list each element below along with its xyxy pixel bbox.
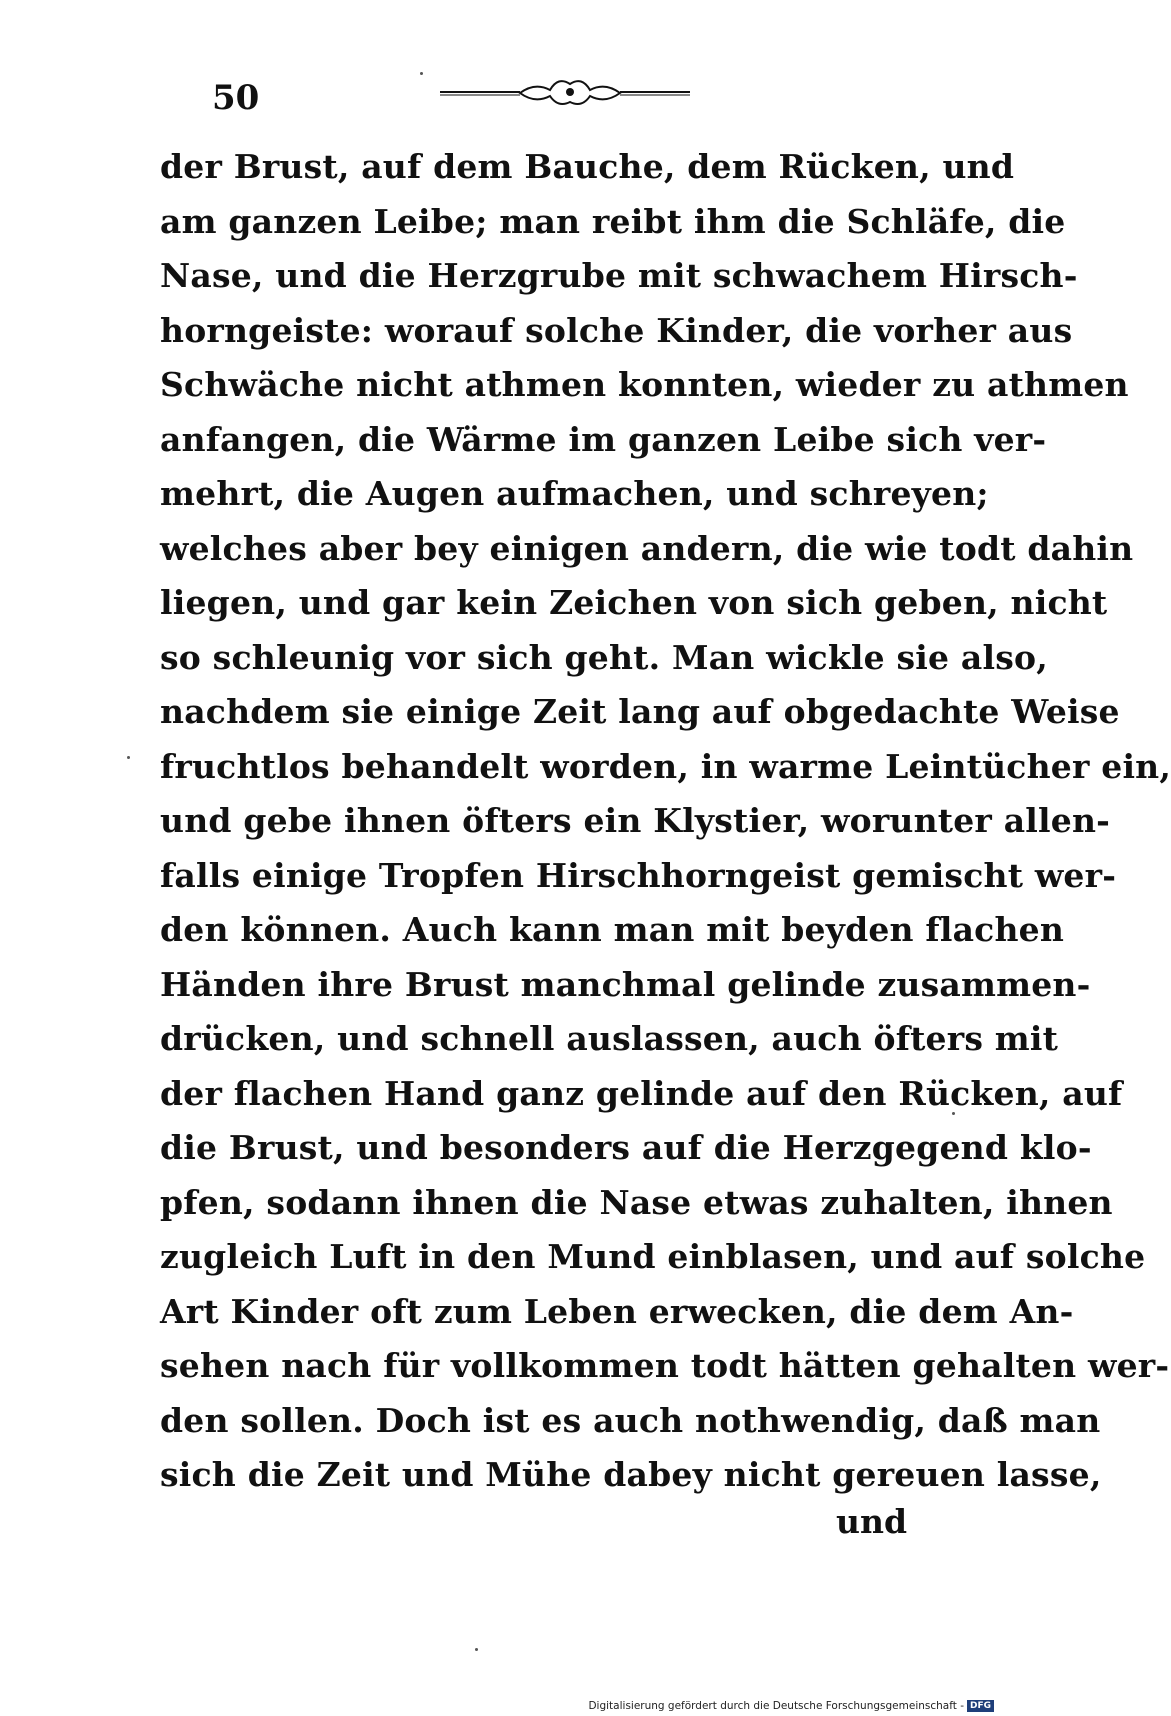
text-line: Schwäche nicht athmen konnten, wieder zu athmen — [160, 365, 1129, 404]
text-line: Händen ihre Brust manchmal gelinde zusammen- — [160, 964, 1091, 1004]
paper-speck — [952, 1112, 955, 1115]
paper-speck — [475, 1648, 478, 1651]
text-line: falls einige Tropfen Hirschhorngeist gemischt wer- — [160, 855, 1117, 895]
text-line: den sollen. Doch ist es auch nothwendig, daß man — [160, 1400, 1101, 1440]
text-line: welches aber bey einigen andern, die wie todt dahin — [160, 528, 1134, 568]
paper-speck — [420, 72, 423, 75]
text-line: und gebe ihnen öfters ein Klystier, worunter allen- — [160, 801, 1111, 840]
text-line: liegen, und gar kein Zeichen von sich geben, nicht — [160, 583, 1108, 622]
text-line: horngeiste: worauf solche Kinder, die vorher aus — [160, 310, 1073, 350]
header-ornament — [440, 72, 690, 112]
text-line: nachdem sie einige Zeit lang auf obgedachte Weise — [160, 692, 1120, 731]
text-line: mehrt, die Augen aufmachen, und schreyen; — [160, 474, 989, 513]
text-line: sehen nach für vollkommen todt hätten gehalten wer- — [160, 1346, 1170, 1385]
digitization-footer — [588, 1700, 994, 1712]
text-line: die Brust, und besonders auf die Herzgegend klo- — [160, 1128, 1092, 1167]
text-line: drücken, und schnell auslassen, auch öfters mit — [160, 1019, 1059, 1058]
text-line: anfangen, die Wärme im ganzen Leibe sich ver- — [160, 419, 1047, 459]
text-line: am ganzen Leibe; man reibt ihm die Schläfe, die — [160, 201, 1066, 241]
body-text — [160, 140, 1171, 1503]
text-line: so schleunig vor sich geht. Man wickle sie also, — [160, 637, 1048, 677]
paper-speck — [127, 756, 130, 759]
footer-credit: Digitalisierung gefördert durch die Deutsche Forschungsgemeinschaft - — [588, 1700, 964, 1712]
catchword: und — [836, 1502, 908, 1541]
text-line: fruchtlos behandelt worden, in warme Leintücher ein, — [160, 746, 1171, 786]
text-line: Art Kinder oft zum Leben erwecken, die dem An- — [160, 1291, 1074, 1331]
text-line: Nase, und die Herzgrube mit schwachem Hirsch- — [160, 256, 1078, 295]
page-number: 50 — [212, 78, 260, 118]
text-line: sich die Zeit und Mühe dabey nicht gereuen lasse, — [160, 1455, 1102, 1494]
text-line: der flachen Hand ganz gelinde auf den Rücken, auf — [160, 1073, 1123, 1113]
text-line: der Brust, auf dem Bauche, dem Rücken, und — [160, 147, 1015, 186]
text-line: zugleich Luft in den Mund einblasen, und auf solche — [160, 1237, 1146, 1276]
text-line: pfen, sodann ihnen die Nase etwas zuhalten, ihnen — [160, 1182, 1113, 1222]
text-line: den können. Auch kann man mit beyden flachen — [160, 910, 1065, 949]
dfg-logo-icon: DFG — [967, 1700, 994, 1712]
